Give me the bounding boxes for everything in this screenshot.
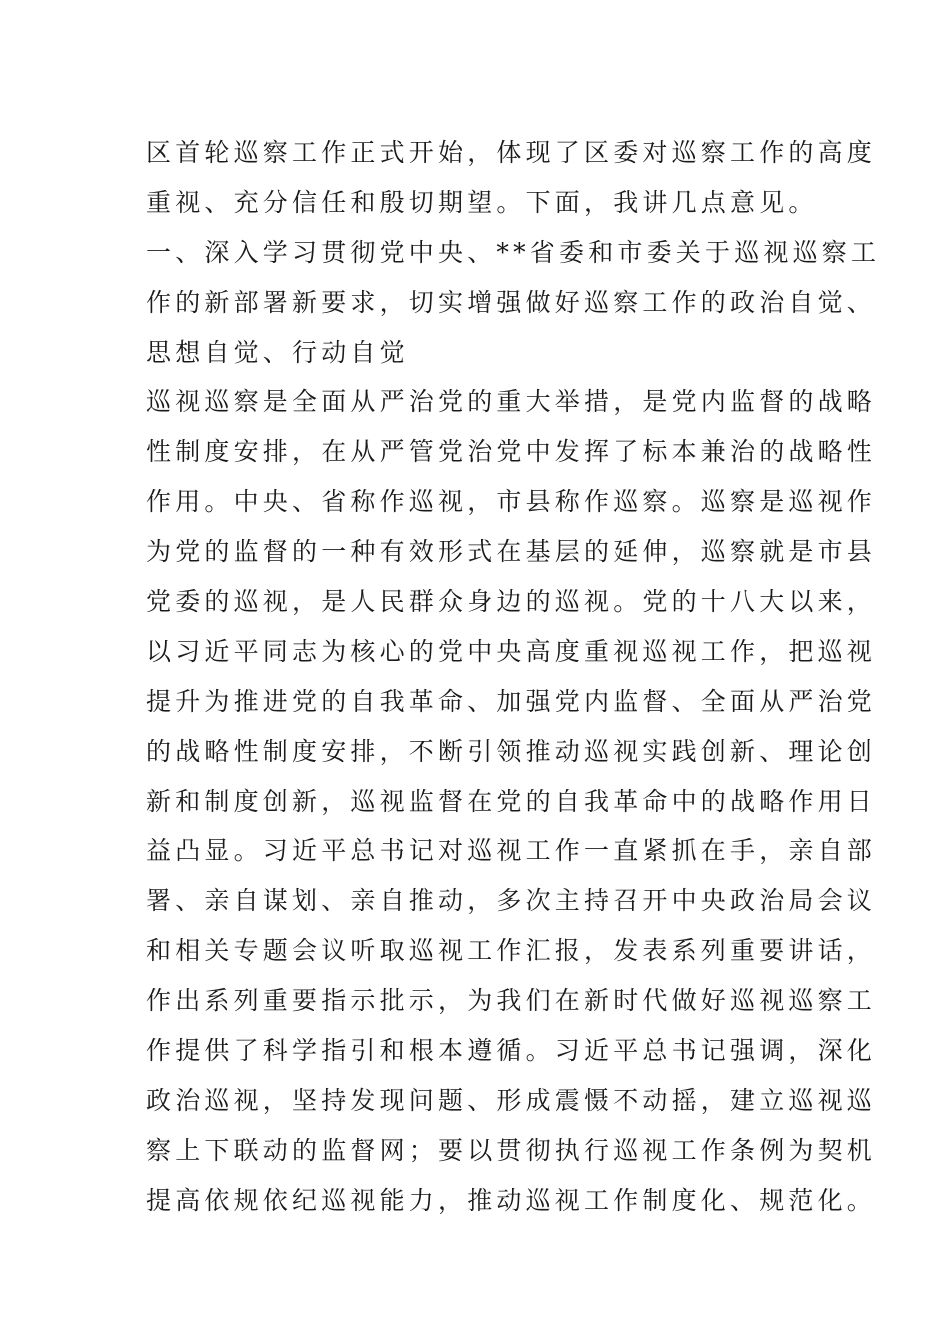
section-heading-line: 一、深入学习贯彻党中央、**省委和市委关于巡视巡察工	[146, 237, 881, 267]
text-line: 提升为推进党的自我革命、加强党内监督、全面从严治党	[146, 686, 877, 716]
body-text	[146, 128, 881, 1226]
text-line: 察上下联动的监督网；要以贯彻执行巡视工作条例为契机	[146, 1135, 877, 1165]
text-line: 巡视巡察是全面从严治党的重大举措，是党内监督的战略	[146, 387, 877, 417]
text-line: 新和制度创新，巡视监督在党的自我革命中的战略作用日	[146, 786, 877, 816]
text-line: 作用。中央、省称作巡视，市县称作巡察。巡察是巡视作	[146, 487, 877, 517]
text-line: 和相关专题会议听取巡视工作汇报，发表系列重要讲话，	[146, 936, 877, 966]
text-line: 区首轮巡察工作正式开始，体现了区委对巡察工作的高度	[146, 138, 877, 167]
text-line: 的战略性制度安排，不断引领推动巡视实践创新、理论创	[146, 736, 877, 766]
text-line: 政治巡视，坚持发现问题、形成震慑不动摇，建立巡视巡	[146, 1085, 877, 1115]
text-line: 重视、充分信任和殷切期望。下面，我讲几点意见。	[146, 187, 818, 217]
text-line: 党委的巡视，是人民群众身边的巡视。党的十八大以来，	[146, 587, 877, 617]
text-line: 益凸显。习近平总书记对巡视工作一直紧抓在手，亲自部	[146, 836, 877, 866]
text-line: 署、亲自谋划、亲自推动，多次主持召开中央政治局会议	[146, 886, 877, 916]
text-line: 提高依规依纪巡视能力，推动巡视工作制度化、规范化。	[146, 1185, 877, 1215]
text-line: 为党的监督的一种有效形式在基层的延伸，巡察就是市县	[146, 537, 877, 567]
section-heading-line: 思想自觉、行动自觉	[146, 337, 409, 367]
section-heading-line: 作的新部署新要求，切实增强做好巡察工作的政治自觉、	[146, 287, 877, 317]
text-line: 作提供了科学指引和根本遵循。习近平总书记强调，深化	[146, 1036, 877, 1066]
text-line: 性制度安排，在从严管党治党中发挥了标本兼治的战略性	[146, 437, 877, 467]
text-line: 作出系列重要指示批示，为我们在新时代做好巡视巡察工	[146, 986, 877, 1016]
text-line: 以习近平同志为核心的党中央高度重视巡视工作，把巡视	[146, 636, 877, 666]
